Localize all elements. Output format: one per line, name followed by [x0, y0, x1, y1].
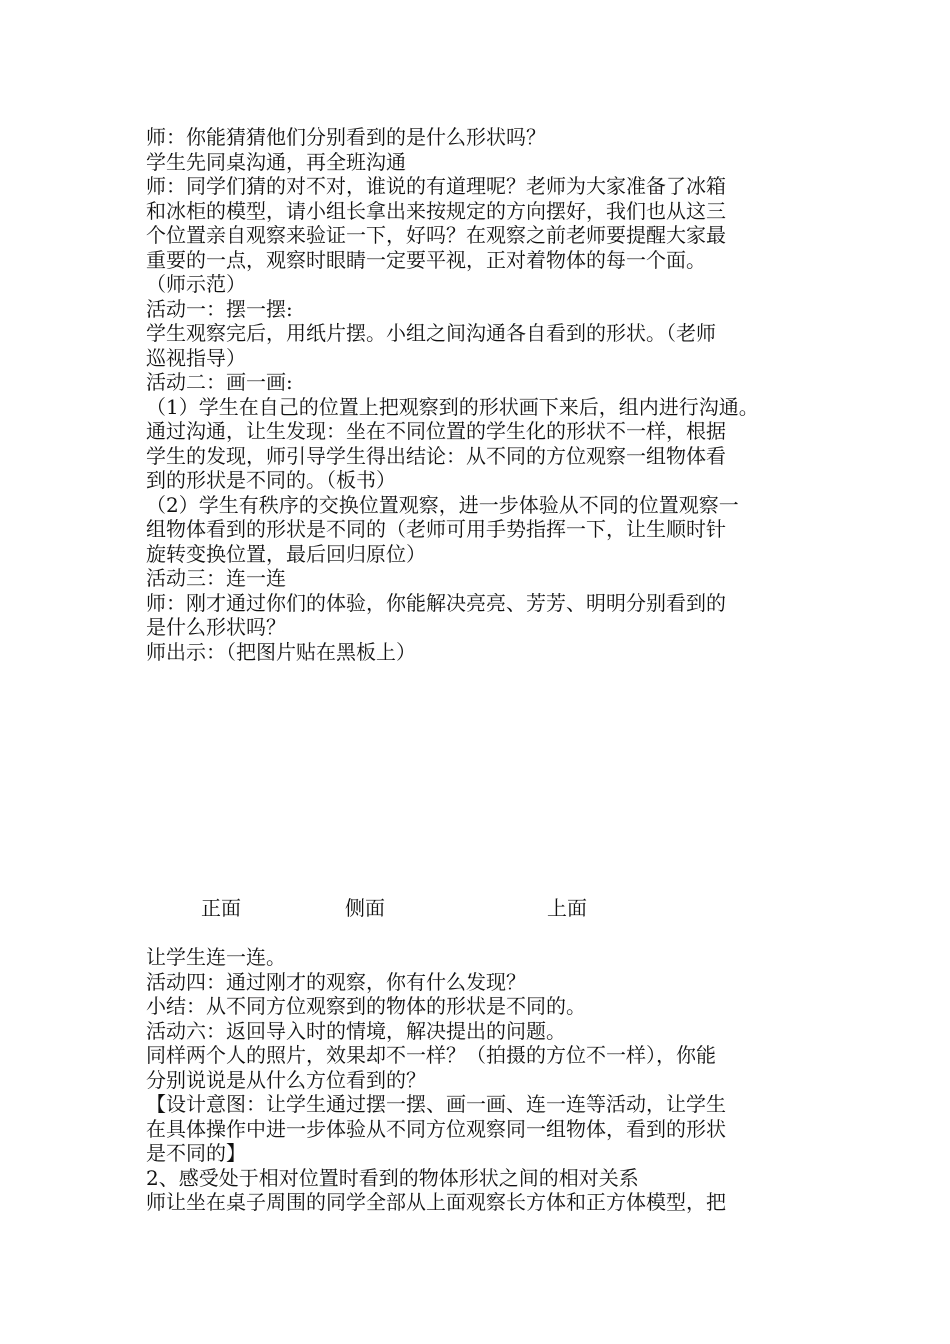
activity-heading: 活动二：画一画:: [146, 370, 293, 394]
lesson-text-top: [146, 125, 826, 664]
text-line: 旋转变换位置，最后回归原位）: [146, 541, 426, 566]
text-line: 学生的发现，师引导学生得出结论：从不同的方位观察一组物体看: [146, 443, 726, 468]
text-line: 师：你能猜猜他们分别看到的是什么形状吗？: [146, 125, 546, 149]
text-line: 师让坐在桌子周围的同学全部从上面观察长方体和正方体模型，把: [146, 1190, 726, 1214]
activity-heading: 活动三：连一连: [146, 566, 286, 590]
text-line: 重要的一点，观察时眼睛一定要平视，正对着物体的每一个面。: [146, 247, 706, 272]
text-line: 通过沟通，让生发现：坐在不同位置的学生化的形状不一样，根据: [146, 419, 726, 443]
activity-heading: 活动四：通过刚才的观察，你有什么发现？: [146, 969, 526, 994]
design-intent-line: 在具体操作中进一步体验从不同方位观察同一组物体，看到的形状: [146, 1116, 726, 1141]
text-line: （师示范）: [146, 272, 246, 296]
text-line: 分别说说是从什么方位看到的？: [146, 1067, 426, 1092]
text-line: 学生先同桌沟通，再全班沟通: [146, 149, 406, 174]
text-line: 到的形状是不同的。（板书）: [146, 468, 396, 492]
text-line: 师出示：（把图片贴在黑板上）: [146, 639, 416, 664]
text-line: 和冰柜的模型，请小组长拿出来按规定的方向摆好，我们也从这三: [146, 198, 726, 223]
text-line: 师：刚才通过你们的体验，你能解决亮亮、芳芳、明明分别看到的: [146, 590, 726, 615]
text-line: 师：同学们猜的对不对，谁说的有道理呢？老师为大家准备了冰箱: [146, 174, 726, 198]
summary-line: 小结：从不同方位观察到的物体的形状是不同的。: [146, 994, 586, 1018]
text-line: （1）学生在自己的位置上把观察到的形状画下来后，组内进行沟通。: [146, 394, 759, 419]
text-line: 巡视指导）: [146, 345, 246, 370]
activity-heading: 活动六：返回导入时的情境，解决提出的问题。: [146, 1018, 566, 1043]
text-line: 是什么形状吗？: [146, 615, 286, 639]
design-intent-line: 【设计意图：让学生通过摆一摆、画一画、连一连等活动，让学生: [146, 1092, 726, 1116]
design-intent-line: 是不同的】: [146, 1141, 246, 1165]
text-line: 学生观察完后，用纸片摆。小组之间沟通各自看到的形状。（老师: [146, 321, 716, 345]
text-line: （2）学生有秩序的交换位置观察，进一步体验从不同的位置观察一: [146, 492, 739, 517]
section-heading: 2、感受处于相对位置时看到的物体形状之间的相对关系: [146, 1165, 639, 1190]
top-view-label: 上面: [547, 896, 587, 920]
lesson-text-bottom: [146, 945, 826, 1215]
text-line: 组物体看到的形状是不同的（老师可用手势指挥一下，让生顺时针: [146, 517, 726, 541]
text-line: 让学生连一连。: [146, 945, 286, 969]
front-view-label: 正面: [201, 896, 241, 920]
activity-heading: 活动一：摆一摆:: [146, 296, 293, 321]
side-view-label: 侧面: [345, 896, 385, 920]
text-line: 同样两个人的照片，效果却不一样？（拍摄的方位不一样），你能: [146, 1043, 716, 1067]
text-line: 个位置亲自观察来验证一下，好吗？在观察之前老师要提醒大家最: [146, 223, 726, 247]
view-labels-row: [0, 896, 950, 926]
